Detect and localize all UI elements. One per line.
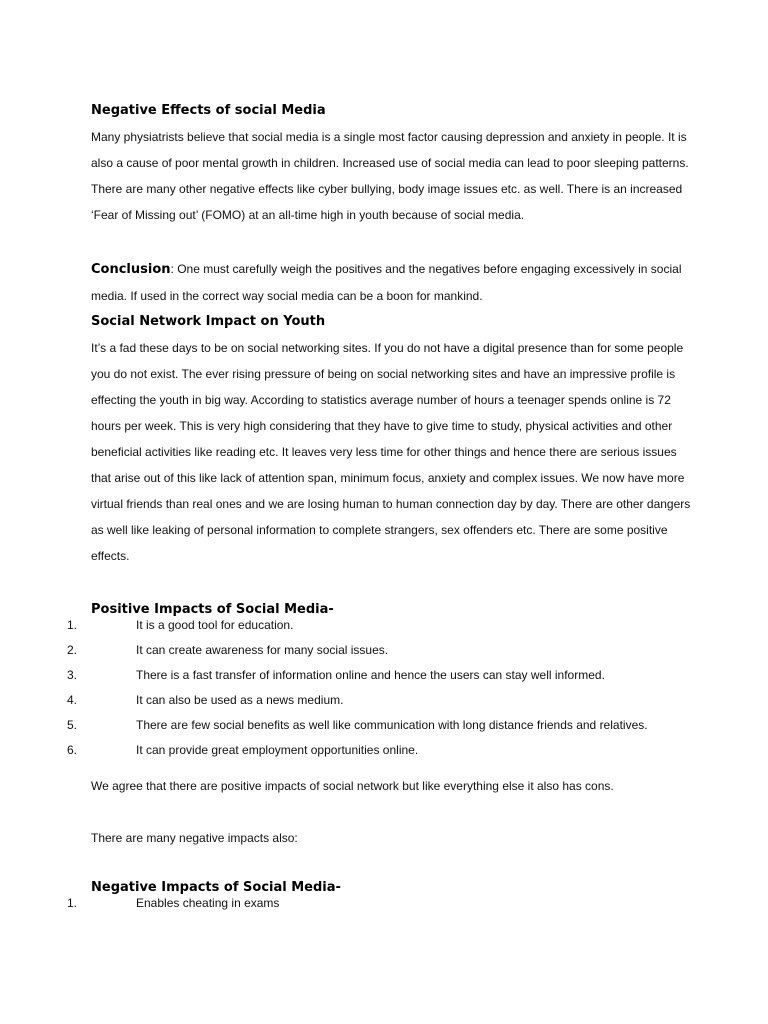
list-item-number: 2. (67, 643, 78, 657)
list-item-text: There is a fast transfer of information online and hence the users can stay well informed. (136, 668, 605, 682)
list-item-text: It can create awareness for many social issues. (136, 643, 389, 657)
list-item-text: It can provide great employment opportunities online. (136, 743, 419, 757)
list-item-text: It is a good tool for education. (136, 618, 294, 632)
list-negative-impacts (0, 896, 768, 921)
list-item-number: 1. (67, 618, 78, 632)
list-item (0, 668, 768, 693)
list-item (0, 896, 768, 921)
list-item-number: 3. (67, 668, 78, 682)
heading-positive-impacts: Positive Impacts of Social Media- (91, 602, 334, 617)
list-item (0, 743, 768, 768)
list-item (0, 693, 768, 718)
paragraph-agree: We agree that there are positive impacts of social network but like everything else it also has cons. (91, 779, 614, 793)
heading-negative-impacts: Negative Impacts of Social Media- (91, 880, 341, 895)
conclusion-label: Conclusion (91, 262, 171, 277)
list-positive-impacts (0, 618, 768, 768)
list-item (0, 618, 768, 643)
heading-social-network-impact: Social Network Impact on Youth (91, 314, 326, 329)
list-item-number: 6. (67, 743, 78, 757)
paragraph-negative-effects: Many physiatrists believe that social media is a single most factor causing depression and anxiety in people. It is also a cause of poor mental growth in children. Increased use of social media can lead to poor sleeping patterns. There are many other negative effects like cyber bullying, body image issues etc. as well. There is an increased ‘Fear of Missing out’ (FOMO) at an all-time high in youth because of social media. (91, 130, 689, 222)
paragraph-social-network-impact: It’s a fad these days to be on social networking sites. If you do not have a digital presence than for some people you do not exist. The ever rising pressure of being on social networking sites and have an impressive profile is effecting the youth in big way. According to statistics average number of hours a teenager spends online is 72 hours per week. This is very high considering that they have to give time to study, physical activities and other beneficial activities like reading etc. It leaves very less time for other things and hence there are serious issues that arise out of this like lack of attention span, minimum focus, anxiety and complex issues. We now have more virtual friends than real ones and we are losing human to human connection day by day. There are other dangers as well like leaking of personal information to complete strangers, sex offenders etc. There are some positive effects. (91, 341, 691, 563)
list-item-number: 5. (67, 718, 78, 732)
paragraph-conclusion (91, 256, 691, 309)
conclusion-text: : One must carefully weigh the positives and the negatives before engaging excessively in social media. If used in the correct way social media can be a boon for mankind. (91, 262, 682, 303)
list-item-text: There are few social benefits as well like communication with long distance friends and relatives. (136, 718, 648, 732)
list-item (0, 718, 768, 743)
paragraph-many-negative: There are many negative impacts also: (91, 831, 298, 845)
list-item-text: It can also be used as a news medium. (136, 693, 344, 707)
list-item-text: Enables cheating in exams (136, 896, 280, 910)
list-item-number: 4. (67, 693, 78, 707)
heading-negative-effects: Negative Effects of social Media (91, 103, 326, 118)
list-item-number: 1. (67, 896, 78, 910)
list-item (0, 643, 768, 668)
